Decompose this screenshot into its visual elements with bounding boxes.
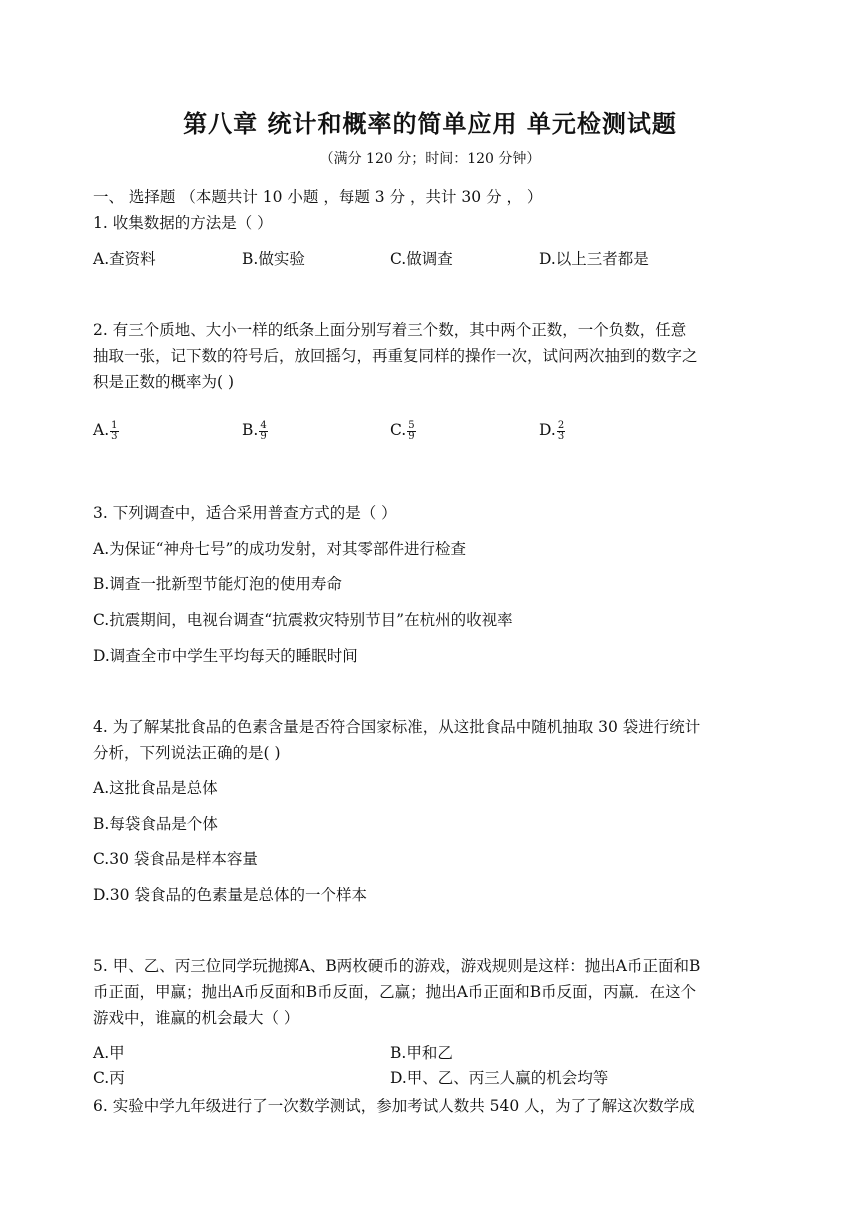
question-4-line-2: 分析，下列说法正确的是( ) [93, 744, 281, 762]
question-2-line-1: 2. 有三个质地、大小一样的纸条上面分别写着三个数，其中两个正数，一个负数，任意 [93, 321, 687, 339]
option-letter: B. [242, 421, 259, 439]
option-letter: C. [390, 421, 407, 439]
question-3-option-b: B.调查一批新型节能灯泡的使用寿命 [93, 575, 342, 593]
fraction [557, 421, 565, 442]
question-2-line-2: 抽取一张，记下数的符号后，放回摇匀，再重复同样的操作一次，试问两次抽到的数字之 [93, 347, 698, 365]
question-2-option-a [93, 420, 119, 442]
section-heading: 一、 选择题 （本题共计 10 小题 ，每题 3 分 ，共计 30 分 ， ） [93, 188, 543, 206]
fraction-denominator: 9 [408, 430, 415, 442]
question-2-line-3: 积是正数的概率为( ) [93, 373, 235, 391]
question-1-stem: 1. 收集数据的方法是（ ） [93, 214, 273, 232]
question-1-option-c: C.做调查 [390, 250, 453, 268]
question-4-option-a: A.这批食品是总体 [93, 779, 218, 797]
question-3-option-c: C.抗震期间，电视台调查“抗震救灾特别节目”在杭州的收视率 [93, 611, 513, 629]
question-1-option-d: D.以上三者都是 [539, 250, 649, 268]
fraction [259, 421, 267, 442]
fraction-denominator: 3 [111, 430, 118, 442]
question-3-option-a: A.为保证“神舟七号”的成功发射，对其零部件进行检查 [93, 540, 466, 558]
option-letter: D. [539, 421, 556, 439]
question-4-line-1: 4. 为了解某批食品的色素含量是否符合国家标准，从这批食品中随机抽取 30 袋进行统计 [93, 718, 701, 736]
question-2-option-c [390, 420, 416, 442]
option-letter: A. [93, 421, 110, 439]
fraction-numerator: 2 [557, 419, 565, 431]
fraction-numerator: 1 [111, 419, 118, 431]
question-5-line-2: 币正面，甲赢；抛出A币反面和B币反面，乙赢；抛出A币正面和B币反面，丙赢．在这个 [93, 983, 697, 1001]
question-5-option-d: D.甲、乙、丙三人赢的机会均等 [390, 1069, 609, 1087]
question-2-option-d [539, 420, 565, 442]
question-3-option-d: D.调查全市中学生平均每天的睡眠时间 [93, 647, 358, 665]
page-title: 第八章 统计和概率的简单应用 单元检测试题 [183, 110, 677, 138]
question-1-option-a: A.查资料 [93, 250, 156, 268]
question-5-line-1: 5. 甲、乙、丙三位同学玩抛掷A、B两枚硬币的游戏，游戏规则是这样：抛出A币正面和B [93, 957, 701, 975]
fraction-denominator: 3 [557, 430, 565, 442]
page-subtitle: （满分 120 分；时间：120 分钟） [319, 151, 541, 167]
question-5-option-b: B.甲和乙 [390, 1044, 453, 1062]
question-4-option-d: D.30 袋食品的色素量是总体的一个样本 [93, 886, 367, 904]
fraction-denominator: 9 [260, 430, 267, 442]
question-3-stem: 3. 下列调查中，适合采用普查方式的是（ ） [93, 504, 397, 522]
question-5-option-a: A.甲 [93, 1044, 125, 1062]
fraction [110, 421, 118, 442]
question-5-line-3: 游戏中，谁赢的机会最大（ ） [93, 1009, 300, 1027]
question-1-option-b: B.做实验 [242, 250, 305, 268]
question-2-option-b [242, 420, 268, 442]
question-6-line-1: 6. 实验中学九年级进行了一次数学测试，参加考试人数共 540 人，为了了解这次数学成 [93, 1097, 695, 1115]
question-4-option-b: B.每袋食品是个体 [93, 815, 218, 833]
fraction-numerator: 4 [260, 419, 267, 431]
fraction [407, 421, 415, 442]
question-4-option-c: C.30 袋食品是样本容量 [93, 850, 258, 868]
question-5-option-c: C.丙 [93, 1069, 125, 1087]
fraction-numerator: 5 [408, 419, 415, 431]
